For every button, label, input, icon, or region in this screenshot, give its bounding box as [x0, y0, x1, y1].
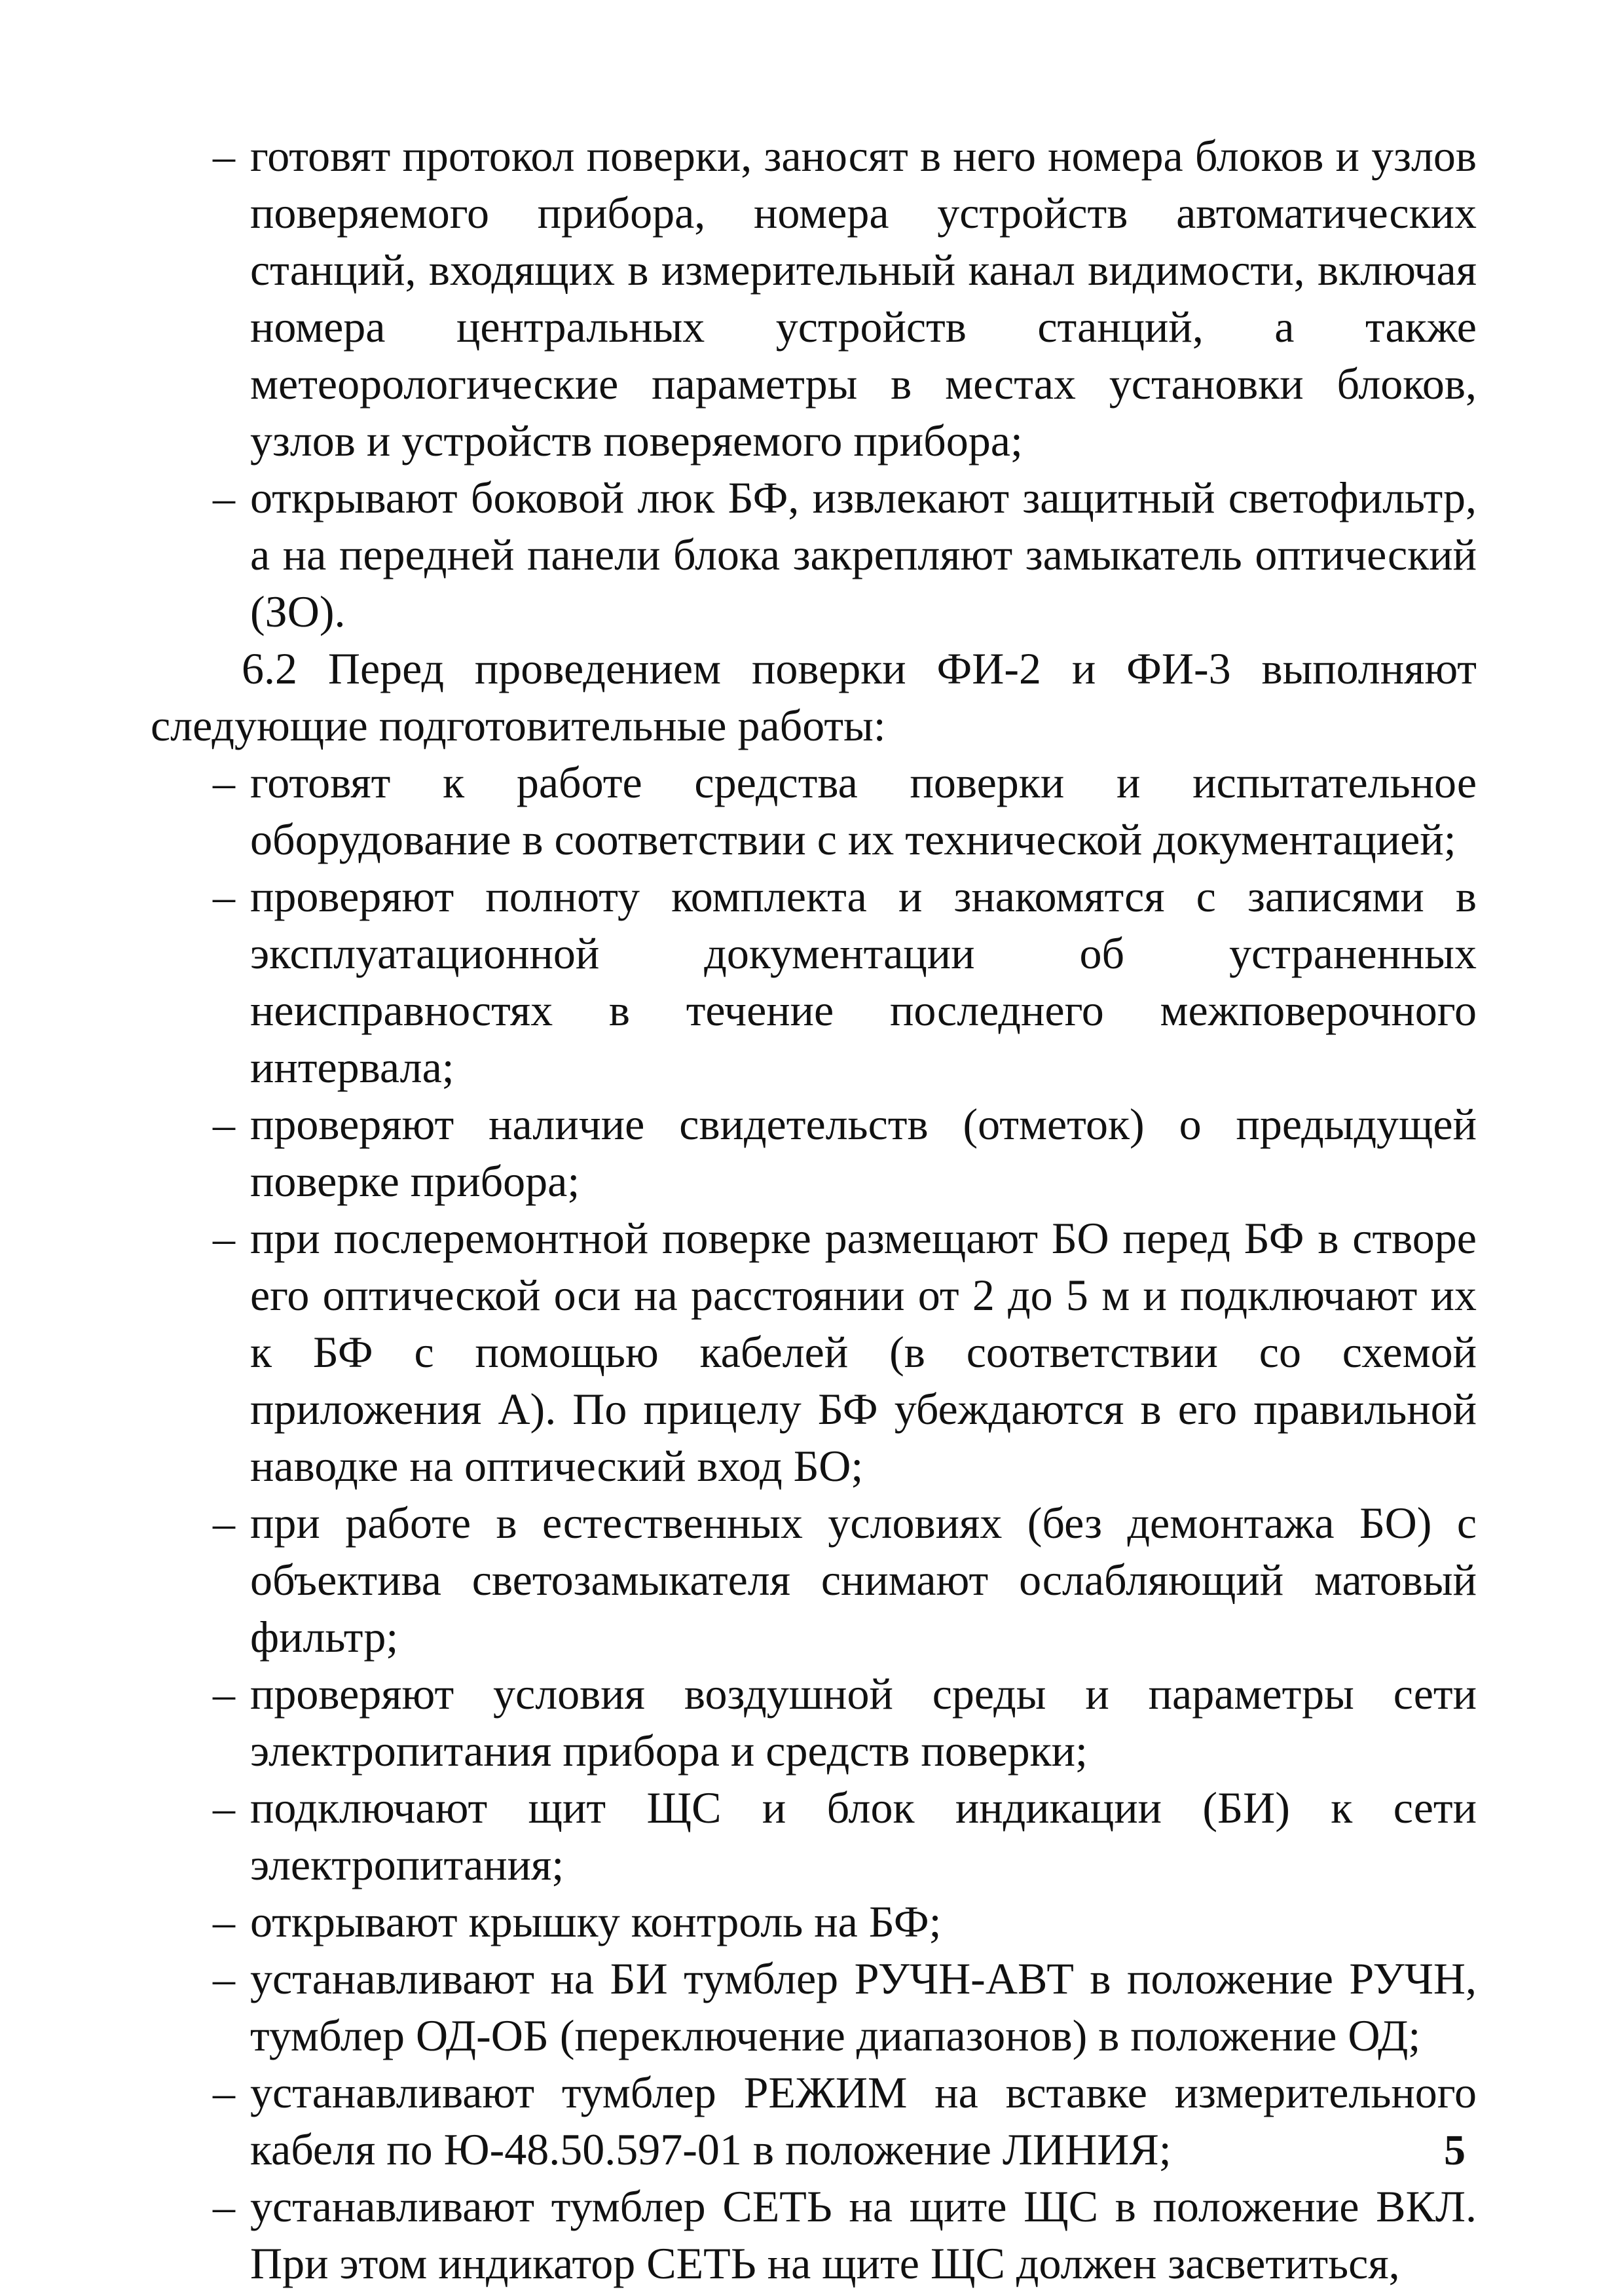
list-item-text: готовят протокол поверки, заносят в него номера блоков и узлов поверяемого прибора, номера устройств автоматических станций, входящих в измерительный канал видимости, включая номера центральных устройств станций, а также метеорологические параметры в местах установки блоков, узлов и устройств поверяемого прибора; — [250, 131, 1477, 465]
list-item — [151, 1495, 1477, 1666]
list-item — [151, 2064, 1477, 2178]
page-number: 5 — [1444, 2126, 1466, 2174]
list-item-text: при работе в естественных условиях (без демонтажа БО) с объектива светозамыкателя снимают ослабляющий матовый фильтр; — [250, 1498, 1477, 1662]
list-item — [151, 868, 1477, 1096]
list-item — [151, 1666, 1477, 1779]
list-item — [151, 128, 1477, 469]
list-dash: – — [213, 1099, 235, 1149]
list-item-text: подключают щит ЩС и блок индикации (БИ) к сети электропитания; — [250, 1783, 1477, 1889]
list-item — [151, 1210, 1477, 1495]
list-dash: – — [213, 1669, 235, 1719]
list-dash: – — [213, 2068, 235, 2117]
list-item — [151, 1893, 1477, 1950]
list-dash: – — [213, 473, 235, 522]
list-dash: – — [213, 1897, 235, 1946]
list-item-text: проверяют полноту комплекта и знакомятся с записями в эксплуатационной документации об устраненных неисправностях в течение последнего межповерочного интервала; — [250, 871, 1477, 1092]
list-item — [151, 2178, 1477, 2292]
list-item — [151, 1950, 1477, 2064]
list-dash: – — [213, 1783, 235, 1832]
list-item-text: при послеремонтной поверке размещают БО перед БФ в створе его оптической оси на расстоянии от 2 до 5 м и подключают их к БФ с помощью кабелей (в соответствии со схемой приложения А). По прицелу БФ убеждаются в его правильной наводке на оптический вход БО; — [250, 1213, 1477, 1491]
list-item — [151, 1096, 1477, 1210]
list-item — [151, 754, 1477, 868]
list-dash: – — [213, 1213, 235, 1263]
list-item — [151, 1779, 1477, 1893]
list-item-text: проверяют условия воздушной среды и параметры сети электропитания прибора и средств поверки; — [250, 1669, 1477, 1776]
list-item-text: готовят к работе средства поверки и испытательное оборудование в соответствии с их технической документацией; — [250, 757, 1477, 864]
list-item-text: устанавливают тумблер РЕЖИМ на вставке измерительного кабеля по Ю-48.50.597-01 в положение ЛИНИЯ; — [250, 2068, 1477, 2174]
list-item-text: проверяют наличие свидетельств (отметок) о предыдущей поверке прибора; — [250, 1099, 1477, 1206]
body-text — [151, 128, 1477, 2292]
list-dash: – — [213, 871, 235, 921]
list-item-text: устанавливают на БИ тумблер РУЧН-АВТ в положение РУЧН, тумблер ОД-ОБ (переключение диапазонов) в положение ОД; — [250, 1954, 1477, 2060]
list-item-text: открывают крышку контроль на БФ; — [250, 1897, 942, 1946]
list-dash: – — [213, 757, 235, 807]
list-dash: – — [213, 1498, 235, 1548]
list-item-text: устанавливают тумблер СЕТЬ на щите ЩС в положение ВКЛ. При этом индикатор СЕТЬ на щите ЩС должен засветиться, — [250, 2181, 1477, 2288]
list-item-text: открывают боковой люк БФ, извлекают защитный светофильтр, а на передней панели блока закрепляют замыкатель оптический (ЗО). — [250, 473, 1477, 636]
list-item — [151, 469, 1477, 640]
paragraph-6-2: 6.2 Перед проведением поверки ФИ-2 и ФИ-3 выполняют следующие подготовительные работы: — [151, 644, 1477, 750]
list-dash: – — [213, 131, 235, 181]
list-dash: – — [213, 2181, 235, 2231]
list-dash: – — [213, 1954, 235, 2003]
